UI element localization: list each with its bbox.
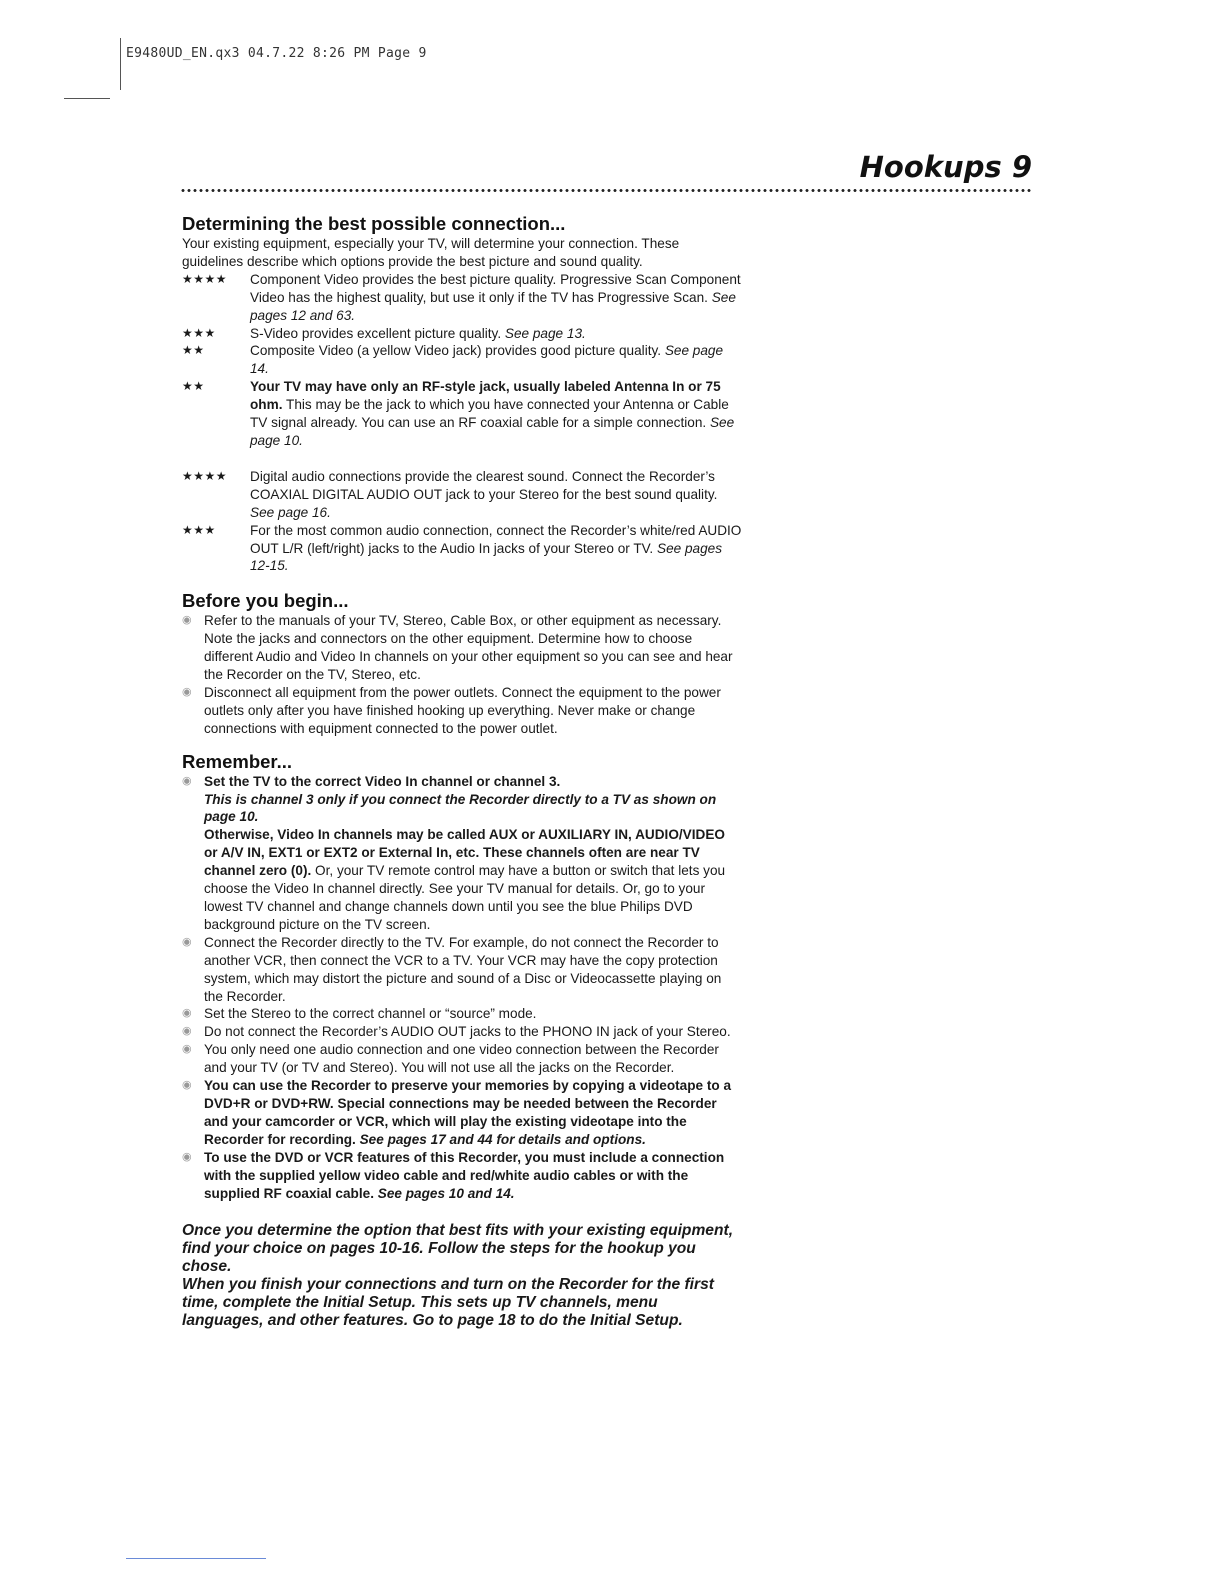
bullet-icon: ◉ [182,1079,192,1092]
rating-text: S-Video provides excellent picture quality. [250,325,505,341]
bullet-text: Do not connect the Recorder’s AUDIO OUT jacks to the PHONO IN jack of your Stereo. [204,1024,731,1040]
closing-note [182,1222,737,1330]
bullet-bold-text: To use the DVD or VCR features of this Recorder, you must include a connection with the supplied yellow video cable and red/white audio cables or with the supplied RF coaxial cable. [204,1149,725,1201]
rating-row [182,325,742,343]
bullet-text: Or, your TV remote control may have a button or switch that lets you choose the Video In channel directly. See your TV manual for details. Or, go to your lowest TV channel and change channels down until you see the blue Philips DVD background picture on the TV screen. [204,863,726,932]
section-heading-before: Before you begin... [182,590,349,612]
crop-mark-vertical [120,38,121,90]
page-reference: See page 14. [250,343,724,377]
bullet-icon: ◉ [182,774,192,787]
list-item [182,612,742,684]
bullet-text: Connect the Recorder directly to the TV. For example, do not connect the Recorder to another VCR, then connect the VCR to a TV. Your VCR may have the copy protection system, which may distort the picture and sound of a Disc or Videocassette playing on the Recorder. [204,934,722,1004]
closing-paragraph: Once you determine the option that best fits with your existing equipment, find your choice on pages 10-16. Follow the steps for the hookup you chose. [182,1222,734,1276]
rating-text: Component Video provides the best picture quality. Progressive Scan Component Video has the highest quality, but use it only if the TV has Progressive Scan. [250,271,741,305]
rating-text: Composite Video (a yellow Video jack) provides good picture quality. [250,343,665,359]
rating-text: Digital audio connections provide the clearest sound. Connect the Recorder’s COAXIAL DIGITAL AUDIO OUT jack to your Stereo for the best sound quality. [250,468,718,502]
bullet-text: Disconnect all equipment from the power outlets. Connect the equipment to the power outlets only after you have finished hooking up everything. Never make or change connections with equipment connected to the power outlet. [204,684,721,736]
bullet-icon: ◉ [182,614,192,627]
rating-bold-text: Your TV may have only an RF-style jack, usually labeled Antenna In or 75 ohm. [250,379,721,413]
bullet-bold-text: Otherwise, Video In channels may be called AUX or AUXILIARY IN, AUDIO/VIDEO or A/V IN, EXT1 or EXT2 or External In, etc. These channels often are near TV channel zero (0). [204,827,725,879]
star-rating: ★★★ [182,325,216,340]
list-item [182,1023,742,1041]
list-item [182,773,742,934]
section-heading-remember: Remember... [182,750,293,772]
rating-text: This may be the jack to which you have connected your Antenna or Cable TV signal already. You can use an RF coaxial cable for a simple connection. [250,397,729,431]
list-item [182,934,742,1006]
list-item [182,1077,742,1149]
star-rating: ★★★★ [182,271,228,286]
section-heading-best-connection: Determining the best possible connection... [182,213,566,234]
page-reference: See pages 12 and 63. [250,289,736,323]
bullet-icon: ◉ [182,1025,192,1038]
print-slug: E9480UD_EN.qx3 04.7.22 8:26 PM Page 9 [126,46,427,61]
list-item [182,1041,742,1077]
page-reference: See page 13. [504,325,586,341]
bullet-text: Set the Stereo to the correct channel or “source” mode. [204,1006,537,1022]
page-title: Hookups 9 [859,150,1032,184]
bullet-bold-text: You can use the Recorder to preserve your memories by copying a videotape to a DVD+R or DVD+RW. Special connections may be needed between the Recorder and your camcorder or VCR, which will play the existing videotape into the Recorder for recording. [204,1078,732,1147]
list-item [182,1005,742,1023]
bullet-icon: ◉ [182,1043,192,1056]
rating-row [182,342,742,378]
rating-row [182,522,742,576]
rating-text: For the most common audio connection, connect the Recorder’s white/red AUDIO OUT L/R (left/right) jacks to the Audio In jacks of your Stereo or TV. [250,522,742,556]
rating-row [182,378,742,450]
bullet-icon: ◉ [182,1007,192,1020]
star-rating: ★★★★ [182,468,228,483]
page-reference: See pages 17 and 44 for details and options. [359,1131,646,1147]
page-reference: See pages 10 and 14. [377,1185,515,1201]
bullet-icon: ◉ [182,935,192,948]
bullet-icon: ◉ [182,685,192,698]
intro-paragraph: Your existing equipment, especially your TV, will determine your connection. These guidelines describe which options provide the best picture and sound quality. [182,236,680,269]
star-rating: ★★ [182,343,205,358]
page-reference: See page 16. [250,504,331,520]
bullet-text: Refer to the manuals of your TV, Stereo, Cable Box, or other equipment as necessary. Note the jacks and connectors on the other equipment. Determine how to choose different Audio and Video In channels on your other equipment so you can see and hear the Recorder on the TV, Stereo, etc. [204,613,733,683]
star-rating: ★★ [182,379,205,394]
rating-row [182,468,742,522]
main-content [182,213,742,1330]
bullet-bold-italic-text: This is channel 3 only if you connect the Recorder directly to a TV as shown on page 10. [204,791,717,825]
crop-mark-horizontal [64,98,110,99]
footer-rule [126,1558,266,1559]
bullet-icon: ◉ [182,1150,192,1163]
closing-paragraph: When you finish your connections and turn on the Recorder for the first time, complete the Initial Setup. This sets up TV channels, menu languages, and other features. Go to page 18 to do the Initial Setup. [182,1276,714,1330]
page-reference: See pages 12-15. [250,540,723,574]
dotted-rule [180,188,1032,193]
star-rating: ★★★ [182,522,216,537]
bullet-bold-text: Set the TV to the correct Video In channel or channel 3. [204,773,561,789]
list-item [182,1149,742,1203]
rating-row [182,271,742,325]
bullet-text: You only need one audio connection and one video connection between the Recorder and your TV (or TV and Stereo). You will not use all the jacks on the Recorder. [204,1042,719,1076]
list-item [182,684,742,738]
page-reference: See page 10. [250,415,735,448]
